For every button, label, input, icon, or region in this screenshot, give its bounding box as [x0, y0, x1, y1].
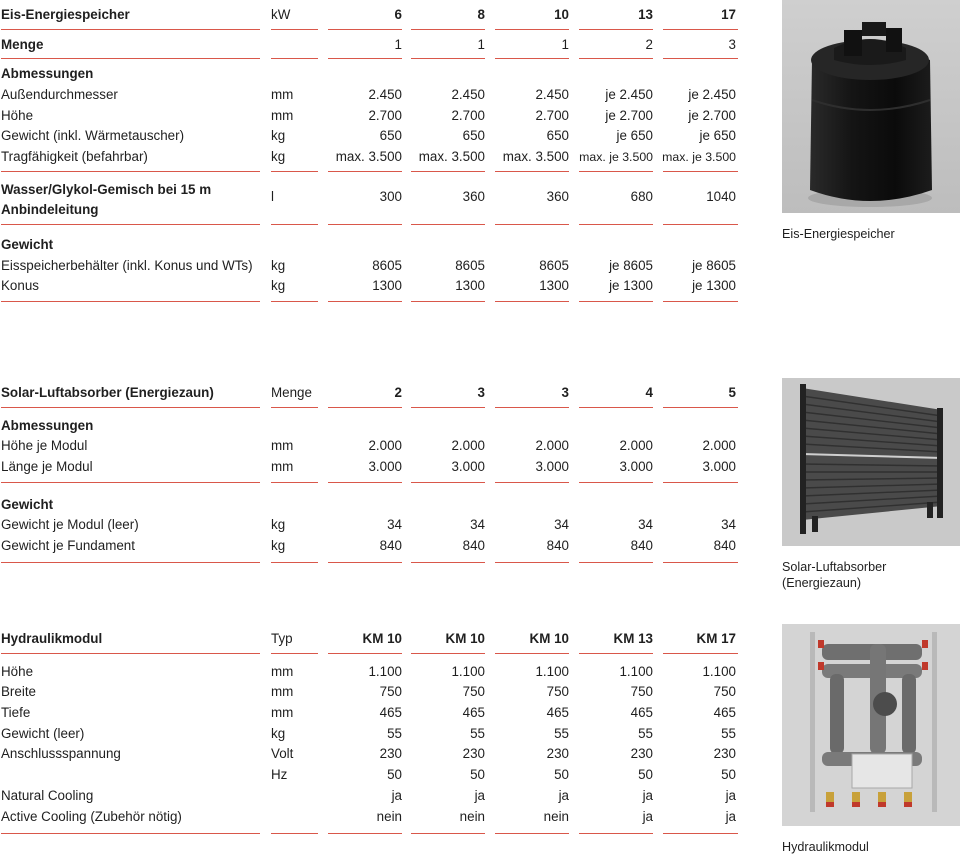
row-unit: mm — [271, 107, 294, 123]
cell: 465 — [379, 705, 402, 721]
cell: max. 3.500 — [502, 149, 569, 165]
cell: 230 — [630, 746, 653, 762]
cell: je 2.450 — [688, 87, 736, 103]
divider — [0, 478, 738, 495]
table-row — [0, 744, 738, 765]
cell: ja — [725, 787, 736, 803]
cell: 840 — [462, 538, 485, 554]
cell: 3 — [728, 36, 736, 52]
row-unit: kg — [271, 278, 286, 294]
cell: 1.100 — [451, 663, 485, 679]
section-heading — [0, 235, 738, 256]
divider — [0, 168, 738, 176]
row-unit: Typ — [271, 631, 293, 646]
row-unit: kg — [271, 149, 286, 165]
cell: 2.700 — [368, 107, 402, 123]
cell: 2.700 — [535, 107, 569, 123]
table-row — [0, 662, 738, 683]
table-row — [0, 807, 738, 828]
cell: je 8605 — [609, 257, 653, 273]
cell: 2 — [645, 36, 653, 52]
cell: 34 — [638, 517, 653, 533]
cell: ja — [474, 787, 485, 803]
row-label: Gewicht (inkl. Wärmetauscher) — [1, 128, 185, 144]
row-label: Höhe je Modul — [1, 438, 88, 454]
row-label: Eisspeicherbehälter (inkl. Konus und WTs) — [1, 257, 253, 273]
cell: 2.450 — [451, 87, 485, 103]
row-unit: mm — [271, 663, 294, 679]
cell: ja — [642, 808, 653, 824]
row-label: Natural Cooling — [1, 787, 94, 803]
row-label: Höhe — [1, 107, 34, 123]
solar-luftabsorber-table — [0, 383, 738, 565]
cell: 50 — [470, 767, 485, 783]
cell: 750 — [630, 684, 653, 700]
cell: 1300 — [372, 278, 402, 294]
row-label: Höhe — [1, 663, 34, 679]
cell: 34 — [554, 517, 569, 533]
row-label: Tiefe — [1, 705, 31, 721]
hydraulic-caption: Hydraulikmodul — [782, 840, 869, 854]
row-unit: kg — [271, 538, 286, 554]
cell: max. je 3.500 — [579, 150, 653, 165]
cell: 1300 — [455, 278, 485, 294]
table-row — [0, 147, 738, 168]
cell: 55 — [721, 725, 736, 741]
cell: 55 — [387, 725, 402, 741]
cell: 1.100 — [619, 663, 653, 679]
tank-image — [782, 0, 960, 213]
row-unit: l — [271, 188, 274, 204]
cell: 230 — [546, 746, 569, 762]
section-heading — [0, 416, 738, 437]
row-unit: mm — [271, 87, 294, 103]
cell: 2.450 — [535, 87, 569, 103]
cell: 465 — [713, 705, 736, 721]
table-row — [0, 256, 738, 277]
cell: 3 — [477, 385, 485, 400]
table-row — [0, 765, 738, 786]
cell: 55 — [638, 725, 653, 741]
cell: 8605 — [372, 257, 402, 273]
fence-caption: Solar-Luftabsorber (Energiezaun) — [782, 560, 887, 590]
cell: 2.700 — [451, 107, 485, 123]
cell: 34 — [721, 517, 736, 533]
cell: 1.100 — [368, 663, 402, 679]
divider — [0, 827, 738, 839]
divider — [0, 404, 738, 416]
fence-icon — [782, 378, 960, 546]
cell: 3.000 — [451, 459, 485, 475]
cell: ja — [725, 808, 736, 824]
cell: 50 — [554, 767, 569, 783]
row-label: Solar-Luftabsorber (Energiezaun) — [1, 385, 214, 400]
row-label: Länge je Modul — [1, 459, 93, 475]
row-label: Tragfähigkeit (befahrbar) — [1, 149, 148, 165]
cell: KM 17 — [696, 631, 736, 646]
cell: 17 — [721, 7, 736, 22]
hydraulic-module-image — [782, 624, 960, 826]
cell: 230 — [713, 746, 736, 762]
table-row — [0, 682, 738, 703]
cell: nein — [543, 808, 569, 824]
cell: 750 — [546, 684, 569, 700]
table-row — [0, 276, 738, 297]
divider — [0, 297, 738, 305]
row-unit: kg — [271, 257, 286, 273]
cell: je 1300 — [609, 278, 653, 294]
cell: 680 — [630, 188, 653, 204]
cell: 3.000 — [535, 459, 569, 475]
cell: 1 — [561, 36, 569, 52]
cell: 2.000 — [535, 438, 569, 454]
cell: 10 — [554, 7, 569, 22]
eis-energiespeicher-table — [0, 5, 738, 305]
row-unit: kW — [271, 7, 291, 22]
cell: 465 — [462, 705, 485, 721]
table-row — [0, 536, 738, 557]
table-row — [0, 724, 738, 745]
cell: je 2.450 — [605, 87, 653, 103]
section-label: Abmessungen — [1, 417, 94, 433]
cell: 230 — [379, 746, 402, 762]
cell: 55 — [470, 725, 485, 741]
cell: je 2.700 — [688, 107, 736, 123]
section-label: Gewicht — [1, 236, 54, 252]
table-header-row — [0, 629, 738, 650]
cell: 3.000 — [619, 459, 653, 475]
section-label: Gewicht — [1, 496, 54, 512]
cell: 5 — [728, 385, 736, 400]
cell: 300 — [379, 188, 402, 204]
table-row — [0, 85, 738, 106]
divider — [0, 223, 738, 235]
table-header-row — [0, 383, 738, 404]
row-unit: mm — [271, 705, 294, 721]
cell: 650 — [379, 128, 402, 144]
cell: 750 — [713, 684, 736, 700]
cell: 650 — [546, 128, 569, 144]
cell: 465 — [630, 705, 653, 721]
cell: nein — [459, 808, 485, 824]
cell: KM 10 — [445, 631, 485, 646]
table-row — [0, 515, 738, 536]
cell: max. je 3.500 — [662, 150, 736, 165]
table-row — [0, 703, 738, 724]
row-unit: kg — [271, 128, 286, 144]
table-row — [0, 457, 738, 478]
divider — [0, 26, 738, 35]
row-unit: kg — [271, 517, 286, 533]
cell: 230 — [462, 746, 485, 762]
cell: 360 — [462, 188, 485, 204]
cell: 34 — [387, 517, 402, 533]
cell: 2.000 — [619, 438, 653, 454]
row-label: Active Cooling (Zubehör nötig) — [1, 808, 182, 824]
cell: max. 3.500 — [335, 149, 402, 165]
cell: 750 — [462, 684, 485, 700]
cell: je 1300 — [692, 278, 736, 294]
section-heading — [0, 495, 738, 516]
cell: 4 — [645, 385, 653, 400]
fence-image — [782, 378, 960, 546]
tank-caption: Eis-Energiespeicher — [782, 227, 895, 241]
tank-icon — [782, 0, 960, 213]
cell: 50 — [721, 767, 736, 783]
cell: 840 — [379, 538, 402, 554]
cell: 8605 — [455, 257, 485, 273]
divider — [0, 55, 738, 64]
cell: 3.000 — [368, 459, 402, 475]
cell: 840 — [630, 538, 653, 554]
row-unit: mm — [271, 684, 294, 700]
cell: 750 — [379, 684, 402, 700]
cell: 1.100 — [702, 663, 736, 679]
table-row — [0, 786, 738, 807]
cell: 50 — [387, 767, 402, 783]
cell: je 2.700 — [605, 107, 653, 123]
divider — [0, 557, 738, 565]
section-label: Abmessungen — [1, 66, 94, 82]
cell: 650 — [462, 128, 485, 144]
row-label: Breite — [1, 684, 36, 700]
table-row — [0, 35, 738, 56]
hydraulikmodul-table — [0, 629, 738, 839]
row-unit: mm — [271, 438, 294, 454]
section-heading — [0, 64, 738, 85]
row-label: Anschlussspannung — [1, 746, 121, 762]
cell: KM 13 — [613, 631, 653, 646]
cell: 1 — [477, 36, 485, 52]
divider — [0, 650, 738, 662]
cell: ja — [558, 787, 569, 803]
row-label: Wasser/Glykol-Gemisch bei 15 m Anbindeleitung — [1, 181, 212, 218]
row-unit: kg — [271, 725, 286, 741]
cell: 1040 — [706, 188, 736, 204]
row-label: Eis-Energiespeicher — [1, 7, 130, 22]
cell: 34 — [470, 517, 485, 533]
cell: 465 — [546, 705, 569, 721]
cell: ja — [391, 787, 402, 803]
cell: 1 — [394, 36, 402, 52]
table-row — [0, 436, 738, 457]
cell: ja — [642, 787, 653, 803]
cell: 2.000 — [451, 438, 485, 454]
cell: 3.000 — [702, 459, 736, 475]
cell: 8 — [477, 7, 485, 22]
cell: nein — [376, 808, 402, 824]
row-label: Hydraulikmodul — [1, 631, 103, 646]
cell: 840 — [546, 538, 569, 554]
cell: 8605 — [539, 257, 569, 273]
cell: 1.100 — [535, 663, 569, 679]
cell: KM 10 — [529, 631, 569, 646]
cell: je 650 — [616, 128, 653, 144]
cell: 3 — [561, 385, 569, 400]
row-label: Konus — [1, 278, 39, 294]
cell: 1300 — [539, 278, 569, 294]
cell: 2.450 — [368, 87, 402, 103]
cell: je 650 — [699, 128, 736, 144]
cell: 2 — [394, 385, 402, 400]
table-row — [0, 176, 738, 223]
row-unit: Hz — [271, 767, 288, 783]
cell: 13 — [638, 7, 653, 22]
cell: 840 — [713, 538, 736, 554]
cell: 50 — [638, 767, 653, 783]
cell: max. 3.500 — [418, 149, 485, 165]
cell: 2.000 — [368, 438, 402, 454]
row-label: Gewicht je Fundament — [1, 538, 135, 554]
row-unit: Menge — [271, 385, 312, 400]
row-label: Gewicht je Modul (leer) — [1, 517, 139, 533]
row-label: Menge — [1, 36, 44, 52]
cell: 360 — [546, 188, 569, 204]
row-label: Gewicht (leer) — [1, 725, 85, 741]
row-unit: mm — [271, 459, 294, 475]
cell: KM 10 — [362, 631, 402, 646]
table-row — [0, 126, 738, 147]
table-header-row — [0, 5, 738, 26]
cell: 2.000 — [702, 438, 736, 454]
cell: 55 — [554, 725, 569, 741]
cell: je 8605 — [692, 257, 736, 273]
cell: 6 — [394, 7, 402, 22]
table-row — [0, 106, 738, 127]
row-label: Außendurchmesser — [1, 87, 118, 103]
hydraulic-module-icon — [782, 624, 960, 826]
row-unit: Volt — [271, 746, 294, 762]
